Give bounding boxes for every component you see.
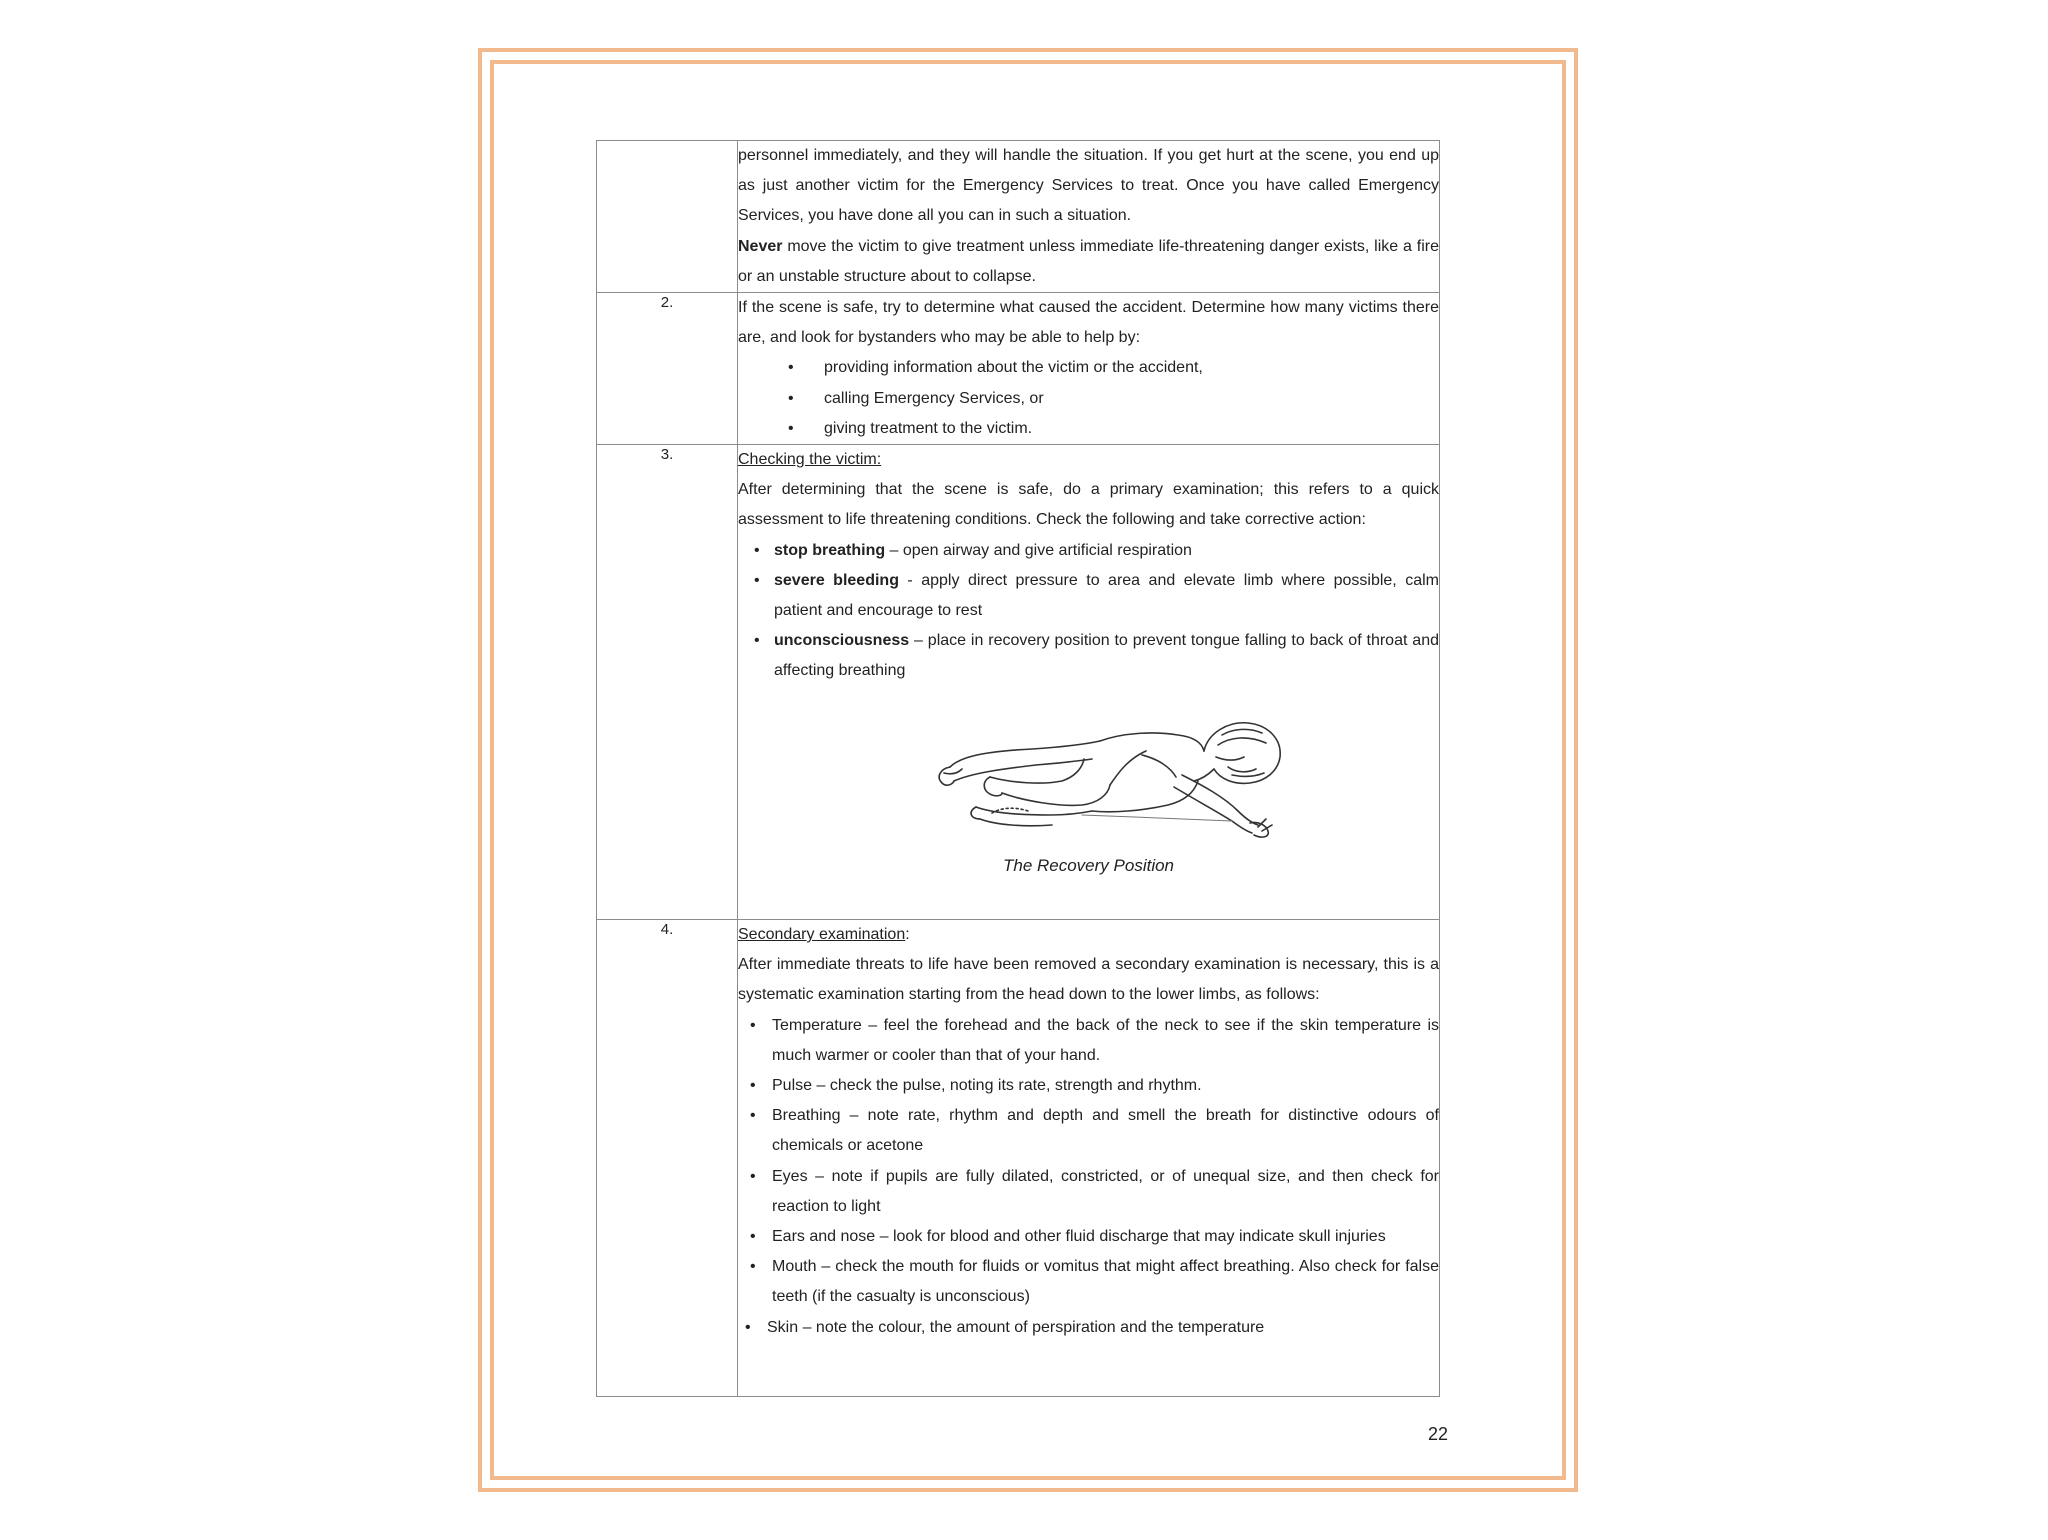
recovery-position-illustration (932, 715, 1282, 845)
list-item: • giving treatment to the victim. (738, 414, 1439, 444)
bold-term: stop breathing (774, 541, 886, 559)
bold-term: Never (738, 237, 783, 255)
bold-term: severe bleeding (774, 571, 899, 589)
paragraph: After immediate threats to life have been removed a secondary examination is necessary, this is a systematic examination starting from the head down to the lower limbs, as follows: (738, 956, 1439, 1004)
list-item: • Ears and nose – look for blood and other fluid discharge that may indicate skull injuries (738, 1222, 1439, 1252)
list-item: • Eyes – note if pupils are fully dilated, constricted, or of unequal size, and then check for reaction to light (738, 1162, 1439, 1222)
list-item-text: – place in recovery position to prevent tongue falling to back of throat and affecting breathing (774, 632, 1439, 680)
bullet-list (738, 1011, 1439, 1343)
row-number: 2. (597, 293, 738, 445)
table-row (597, 920, 1440, 1397)
list-item: • calling Emergency Services, or (738, 384, 1439, 414)
row-content (738, 293, 1440, 445)
table-row (597, 141, 1440, 293)
list-item: • providing information about the victim or the accident, (738, 353, 1439, 383)
row-content (738, 445, 1440, 920)
list-item-text: – open airway and give artificial respiration (885, 541, 1192, 559)
heading-suffix: : (905, 926, 910, 944)
list-item-text: - apply direct pressure to area and elevate limb where possible, calm patient and encourage to rest (774, 571, 1439, 620)
bullet-list (738, 536, 1439, 687)
paragraph: If the scene is safe, try to determine what caused the accident. Determine how many victims there are, and look for bystanders who may be able to help by: (738, 299, 1439, 347)
paragraph-never (738, 232, 1439, 292)
bold-term: unconsciousness (774, 632, 910, 650)
list-item (738, 626, 1439, 686)
table-row (597, 293, 1440, 445)
list-item: • Pulse – check the pulse, noting its rate, strength and rhythm. (738, 1071, 1439, 1101)
list-item: • Breathing – note rate, rhythm and depth and smell the breath for distinctive odours of chemicals or acetone (738, 1101, 1439, 1161)
section-heading: Checking the victim: (738, 451, 882, 469)
list-item: • Temperature – feel the forehead and the back of the neck to see if the skin temperature is much warmer or cooler than that of your hand. (738, 1011, 1439, 1071)
paragraph: personnel immediately, and they will handle the situation. If you get hurt at the scene, you end up as just another victim for the Emergency Services to treat. Once you have called Emergency Services, you have done all you can in such a situation. (738, 147, 1439, 225)
paragraph-text: move the victim to give treatment unless immediate life-threatening danger exists, like a fire or an unstable structure about to collapse. (738, 237, 1439, 285)
row-content (738, 920, 1440, 1397)
list-item (738, 566, 1439, 626)
list-item (738, 536, 1439, 566)
paragraph: After determining that the scene is safe, do a primary examination; this refers to a quick assessment to life threatening conditions. Check the following and take corrective action: (738, 481, 1439, 529)
section-heading-line (738, 920, 1439, 950)
figure-caption: The Recovery Position (1002, 855, 1175, 875)
list-item: • Mouth – check the mouth for fluids or vomitus that might affect breathing. Also check for false teeth (if the casualty is unconscious) (738, 1252, 1439, 1312)
list-item: • Skin – note the colour, the amount of perspiration and the temperature (733, 1313, 1439, 1343)
page-number: 22 (1428, 1424, 1449, 1444)
row-number: 4. (597, 920, 738, 1397)
row-number: 3. (597, 445, 738, 920)
section-heading: Secondary examination (738, 926, 906, 944)
table-row (597, 445, 1440, 920)
recovery-position-figure (738, 701, 1439, 879)
bullet-list (738, 353, 1439, 444)
row-content (738, 141, 1440, 293)
first-aid-table (596, 140, 1440, 1397)
row-number (597, 141, 738, 293)
